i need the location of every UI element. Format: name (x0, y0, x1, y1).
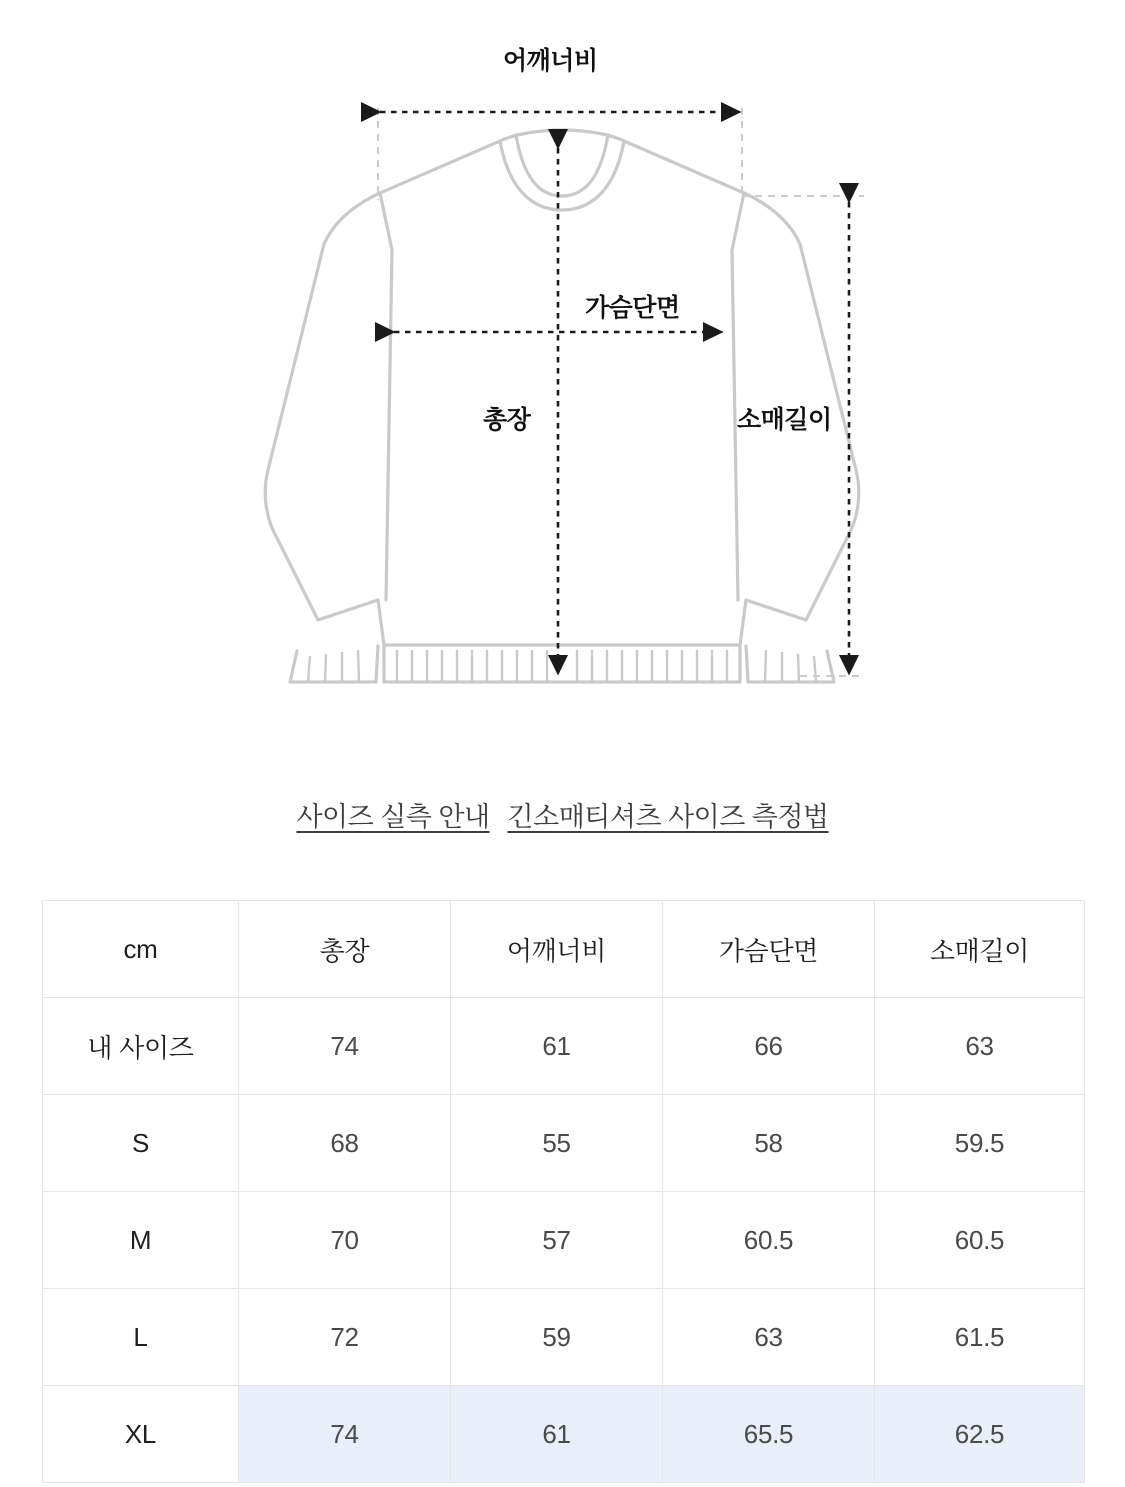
col-chest-width: 가슴단면 (663, 901, 875, 998)
table-row (43, 1386, 1085, 1483)
cell-value: 60.5 (663, 1192, 875, 1289)
cell-value: 63 (663, 1289, 875, 1386)
size-chart-body (43, 998, 1085, 1483)
row-label-s: S (43, 1095, 239, 1192)
size-chart-head (43, 901, 1085, 998)
label-chest-width: 가슴단면 (585, 294, 680, 322)
label-total-length: 총장 (483, 406, 531, 434)
cell-value: 68 (239, 1095, 451, 1192)
cell-value: 55 (451, 1095, 663, 1192)
row-label-l: L (43, 1289, 239, 1386)
row-label-m: M (43, 1192, 239, 1289)
col-shoulder-width: 어깨너비 (451, 901, 663, 998)
table-row (43, 1192, 1085, 1289)
table-row (43, 998, 1085, 1095)
cell-value: 74 (239, 1386, 451, 1483)
row-label-xl: XL (43, 1386, 239, 1483)
cell-value: 58 (663, 1095, 875, 1192)
cell-value: 70 (239, 1192, 451, 1289)
size-chart-table (42, 900, 1085, 1483)
label-shoulder-width: 어깨너비 (503, 47, 598, 75)
size-measure-guide-link[interactable]: 사이즈 실측 안내 (296, 802, 490, 832)
cell-value: 63 (875, 998, 1085, 1095)
cell-value: 66 (663, 998, 875, 1095)
size-guide-links (0, 795, 1125, 834)
cell-value: 60.5 (875, 1192, 1085, 1289)
cell-value: 65.5 (663, 1386, 875, 1483)
label-sleeve-length: 소매길이 (737, 406, 832, 434)
cell-value: 61 (451, 1386, 663, 1483)
cell-value: 59.5 (875, 1095, 1085, 1192)
row-label-my-size: 내 사이즈 (43, 998, 239, 1095)
table-row (43, 1095, 1085, 1192)
col-sleeve-length: 소매길이 (875, 901, 1085, 998)
table-header-row (43, 901, 1085, 998)
cell-value: 61 (451, 998, 663, 1095)
cell-value: 57 (451, 1192, 663, 1289)
col-unit: cm (43, 901, 239, 998)
table-row (43, 1289, 1085, 1386)
col-total-length: 총장 (239, 901, 451, 998)
cell-value: 59 (451, 1289, 663, 1386)
longsleeve-measure-method-link[interactable]: 긴소매티셔츠 사이즈 측정법 (507, 802, 829, 832)
cell-value: 74 (239, 998, 451, 1095)
cell-value: 61.5 (875, 1289, 1085, 1386)
cell-value: 72 (239, 1289, 451, 1386)
cell-value: 62.5 (875, 1386, 1085, 1483)
